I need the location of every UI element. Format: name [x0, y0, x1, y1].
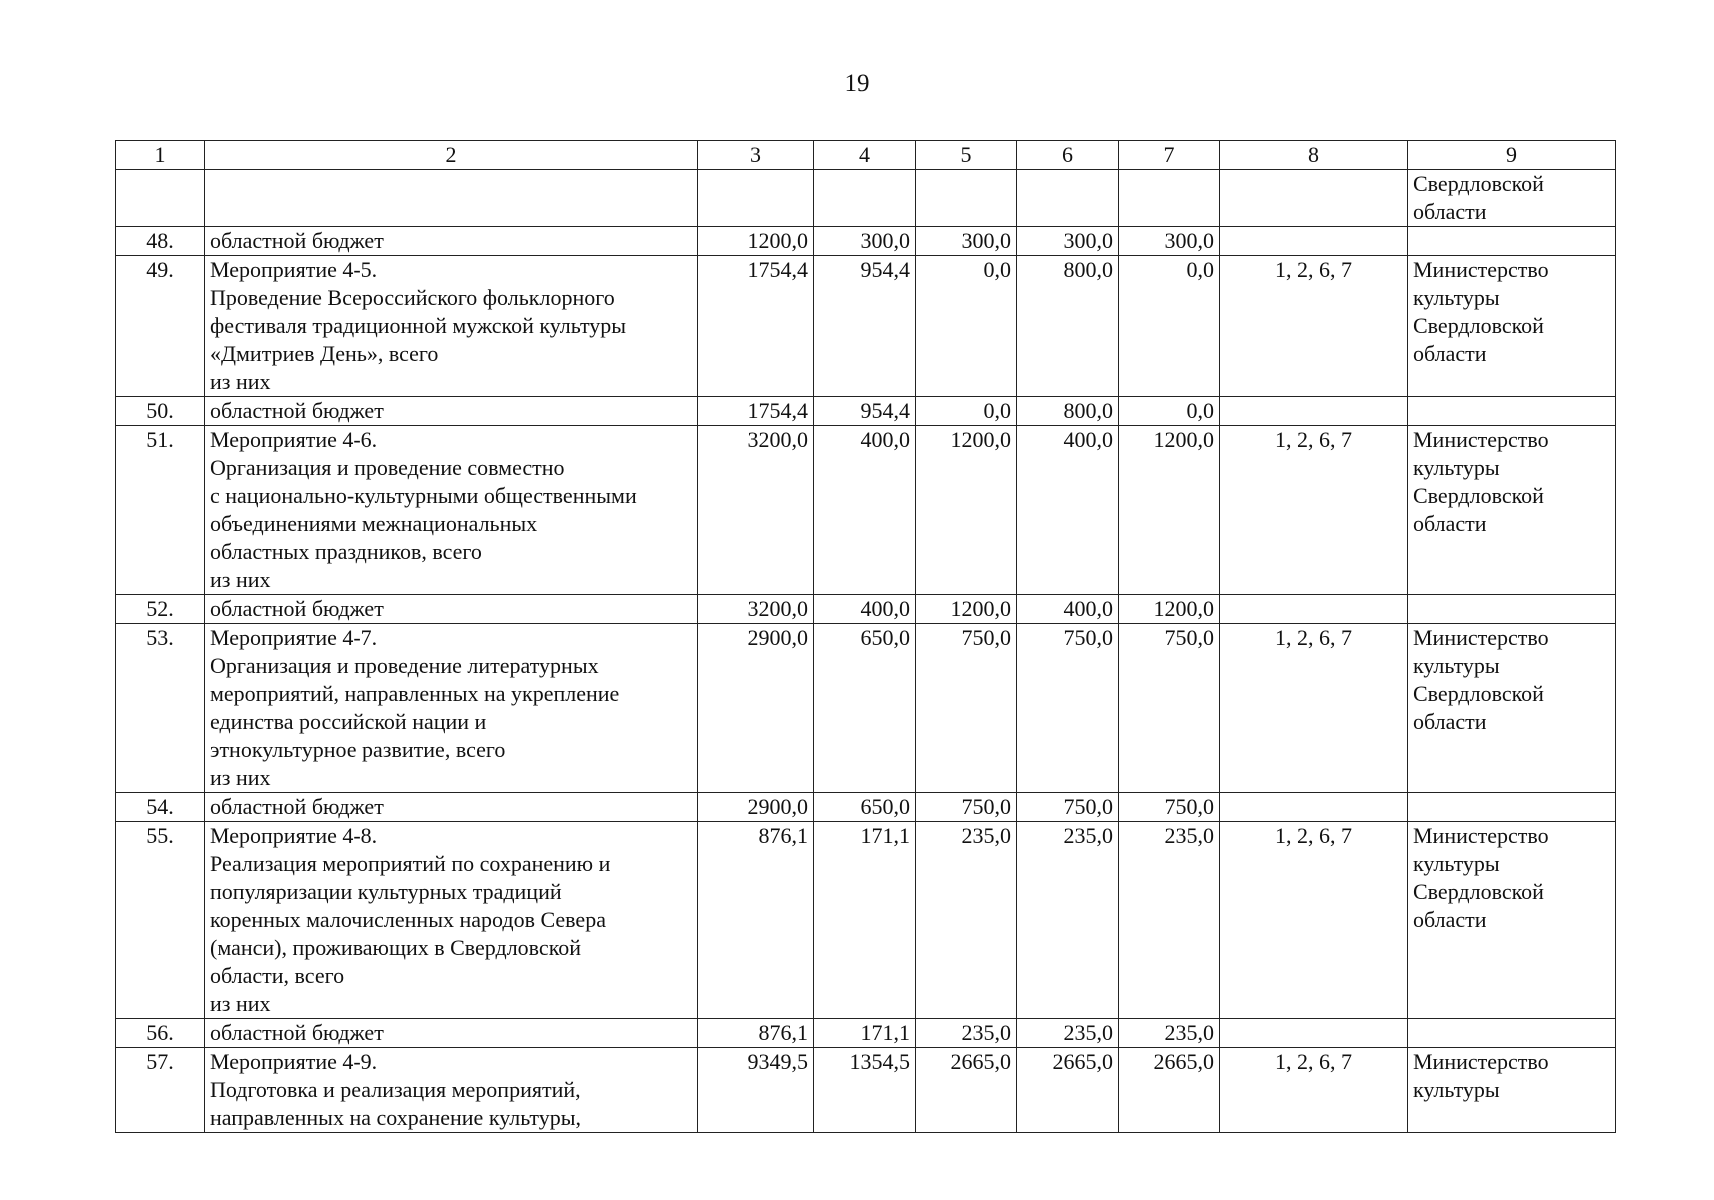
activity-description — [205, 793, 698, 822]
target-indicators — [1220, 595, 1408, 624]
funding-value: 235,0 — [1017, 1019, 1119, 1048]
row-number — [116, 170, 205, 227]
target-indicators: 1, 2, 6, 7 — [1220, 256, 1408, 397]
funding-value: 876,1 — [698, 1019, 814, 1048]
cell-line: Проведение Всероссийского фольклорного — [210, 285, 615, 310]
activity-description — [205, 397, 698, 426]
table-row — [116, 793, 1616, 822]
funding-value: 876,1 — [698, 822, 814, 1019]
table-row — [116, 624, 1616, 793]
cell-line: Мероприятие 4-5. — [210, 257, 378, 282]
funding-value: 235,0 — [916, 822, 1017, 1019]
page-number: 19 — [844, 70, 870, 97]
column-number: 3 — [698, 141, 814, 170]
row-number: 55. — [116, 822, 205, 1019]
row-number: 50. — [116, 397, 205, 426]
funding-value: 1200,0 — [1119, 426, 1220, 595]
cell-line: Министерство — [1413, 427, 1549, 452]
funding-value: 1754,4 — [698, 256, 814, 397]
table-row — [116, 227, 1616, 256]
responsible-executor — [1408, 595, 1616, 624]
cell-line: коренных малочисленных народов Севера — [210, 907, 606, 932]
program-table — [115, 140, 1616, 1133]
responsible-executor — [1408, 822, 1616, 1019]
cell-line: популяризации культурных традиций — [210, 879, 562, 904]
cell-line: Мероприятие 4-6. — [210, 427, 378, 452]
funding-value: 650,0 — [814, 793, 916, 822]
cell-line: Реализация мероприятий по сохранению и — [210, 851, 611, 876]
cell-line: области, всего — [210, 963, 345, 988]
cell-line: области — [1413, 341, 1487, 366]
funding-value: 3200,0 — [698, 595, 814, 624]
funding-value: 400,0 — [1017, 595, 1119, 624]
funding-value: 0,0 — [1119, 256, 1220, 397]
target-indicators: 1, 2, 6, 7 — [1220, 624, 1408, 793]
funding-value: 171,1 — [814, 1019, 916, 1048]
activity-description — [205, 1048, 698, 1133]
activity-description — [205, 256, 698, 397]
funding-value: 1200,0 — [916, 595, 1017, 624]
cell-line: Свердловской — [1413, 879, 1544, 904]
funding-value: 3200,0 — [698, 426, 814, 595]
funding-value — [814, 170, 916, 227]
funding-value: 1754,4 — [698, 397, 814, 426]
table-row — [116, 170, 1616, 227]
responsible-executor — [1408, 227, 1616, 256]
funding-value: 0,0 — [916, 256, 1017, 397]
cell-line: областной бюджет — [210, 228, 384, 253]
row-number: 54. — [116, 793, 205, 822]
cell-line: областной бюджет — [210, 794, 384, 819]
responsible-executor — [1408, 426, 1616, 595]
column-number: 1 — [116, 141, 205, 170]
cell-line: культуры — [1413, 653, 1500, 678]
funding-value — [698, 170, 814, 227]
target-indicators: 1, 2, 6, 7 — [1220, 1048, 1408, 1133]
funding-value: 235,0 — [1119, 1019, 1220, 1048]
funding-value: 9349,5 — [698, 1048, 814, 1133]
funding-value: 300,0 — [916, 227, 1017, 256]
activity-description — [205, 227, 698, 256]
table-row — [116, 822, 1616, 1019]
column-number: 5 — [916, 141, 1017, 170]
cell-line: Министерство — [1413, 823, 1549, 848]
cell-line: Мероприятие 4-9. — [210, 1049, 378, 1074]
cell-line: Свердловской — [1413, 483, 1544, 508]
funding-value — [1017, 170, 1119, 227]
column-number: 4 — [814, 141, 916, 170]
table-row — [116, 1048, 1616, 1133]
funding-value: 954,4 — [814, 256, 916, 397]
cell-line: областной бюджет — [210, 596, 384, 621]
funding-value: 1200,0 — [916, 426, 1017, 595]
target-indicators — [1220, 397, 1408, 426]
funding-value — [1119, 170, 1220, 227]
row-number: 53. — [116, 624, 205, 793]
funding-value: 800,0 — [1017, 256, 1119, 397]
activity-description — [205, 170, 698, 227]
funding-value: 300,0 — [1017, 227, 1119, 256]
cell-line: с национально-культурными общественными — [210, 483, 637, 508]
cell-line: этнокультурное развитие, всего — [210, 737, 506, 762]
funding-value: 800,0 — [1017, 397, 1119, 426]
row-number: 57. — [116, 1048, 205, 1133]
cell-line: Подготовка и реализация мероприятий, — [210, 1077, 581, 1102]
funding-value: 235,0 — [1119, 822, 1220, 1019]
target-indicators — [1220, 227, 1408, 256]
target-indicators: 1, 2, 6, 7 — [1220, 822, 1408, 1019]
funding-value: 1354,5 — [814, 1048, 916, 1133]
cell-line: (манси), проживающих в Свердловской — [210, 935, 582, 960]
funding-value: 750,0 — [1017, 624, 1119, 793]
funding-value: 300,0 — [1119, 227, 1220, 256]
funding-value: 400,0 — [814, 426, 916, 595]
row-number: 48. — [116, 227, 205, 256]
table-row — [116, 397, 1616, 426]
cell-line: из них — [210, 991, 271, 1016]
funding-value: 400,0 — [1017, 426, 1119, 595]
cell-line: фестиваля традиционной мужской культуры — [210, 313, 627, 338]
column-number: 7 — [1119, 141, 1220, 170]
cell-line: Министерство — [1413, 625, 1549, 650]
target-indicators — [1220, 1019, 1408, 1048]
cell-line: культуры — [1413, 285, 1500, 310]
table-row — [116, 595, 1616, 624]
funding-value: 400,0 — [814, 595, 916, 624]
cell-line: областных праздников, всего — [210, 539, 482, 564]
cell-line: Организация и проведение совместно — [210, 455, 565, 480]
funding-value: 750,0 — [916, 624, 1017, 793]
funding-value: 954,4 — [814, 397, 916, 426]
responsible-executor — [1408, 1048, 1616, 1133]
activity-description — [205, 624, 698, 793]
cell-line: «Дмитриев День», всего — [210, 341, 439, 366]
funding-value — [916, 170, 1017, 227]
column-number: 8 — [1220, 141, 1408, 170]
target-indicators — [1220, 170, 1408, 227]
target-indicators: 1, 2, 6, 7 — [1220, 426, 1408, 595]
row-number: 51. — [116, 426, 205, 595]
target-indicators — [1220, 793, 1408, 822]
funding-value: 2900,0 — [698, 624, 814, 793]
funding-value: 2665,0 — [916, 1048, 1017, 1133]
cell-line: области — [1413, 199, 1487, 224]
funding-value: 1200,0 — [1119, 595, 1220, 624]
cell-line: Мероприятие 4-7. — [210, 625, 378, 650]
funding-value: 750,0 — [1119, 624, 1220, 793]
column-number: 2 — [205, 141, 698, 170]
row-number: 52. — [116, 595, 205, 624]
cell-line: мероприятий, направленных на укрепление — [210, 681, 620, 706]
responsible-executor — [1408, 624, 1616, 793]
cell-line: Мероприятие 4-8. — [210, 823, 378, 848]
funding-value: 750,0 — [1119, 793, 1220, 822]
cell-line: Свердловской — [1413, 171, 1544, 196]
cell-line: Министерство — [1413, 1049, 1549, 1074]
funding-value: 235,0 — [1017, 822, 1119, 1019]
cell-line: направленных на сохранение культуры, — [210, 1105, 582, 1130]
table-row — [116, 426, 1616, 595]
cell-line: областной бюджет — [210, 398, 384, 423]
responsible-executor — [1408, 793, 1616, 822]
funding-value: 0,0 — [1119, 397, 1220, 426]
cell-line: области — [1413, 709, 1487, 734]
cell-line: Министерство — [1413, 257, 1549, 282]
cell-line: культуры — [1413, 455, 1500, 480]
cell-line: Организация и проведение литературных — [210, 653, 599, 678]
funding-value: 2665,0 — [1119, 1048, 1220, 1133]
responsible-executor — [1408, 397, 1616, 426]
funding-value: 235,0 — [916, 1019, 1017, 1048]
column-number: 9 — [1408, 141, 1616, 170]
cell-line: культуры — [1413, 1077, 1500, 1102]
funding-value: 0,0 — [916, 397, 1017, 426]
cell-line: культуры — [1413, 851, 1500, 876]
funding-value: 1200,0 — [698, 227, 814, 256]
activity-description — [205, 1019, 698, 1048]
table-row — [116, 1019, 1616, 1048]
cell-line: области — [1413, 907, 1487, 932]
cell-line: объединениями межнациональных — [210, 511, 538, 536]
activity-description — [205, 595, 698, 624]
funding-value: 300,0 — [814, 227, 916, 256]
funding-value: 750,0 — [1017, 793, 1119, 822]
row-number: 56. — [116, 1019, 205, 1048]
funding-value: 750,0 — [916, 793, 1017, 822]
cell-line: Свердловской — [1413, 313, 1544, 338]
cell-line: из них — [210, 567, 271, 592]
cell-line: единства российской нации и — [210, 709, 487, 734]
cell-line: Свердловской — [1413, 681, 1544, 706]
cell-line: областной бюджет — [210, 1020, 384, 1045]
responsible-executor — [1408, 1019, 1616, 1048]
column-number-row — [116, 141, 1616, 170]
cell-line: области — [1413, 511, 1487, 536]
funding-value: 171,1 — [814, 822, 916, 1019]
activity-description — [205, 426, 698, 595]
funding-value: 2665,0 — [1017, 1048, 1119, 1133]
funding-value: 650,0 — [814, 624, 916, 793]
cell-line: из них — [210, 369, 271, 394]
responsible-executor — [1408, 256, 1616, 397]
activity-description — [205, 822, 698, 1019]
table-row — [116, 256, 1616, 397]
cell-line: из них — [210, 765, 271, 790]
funding-value: 2900,0 — [698, 793, 814, 822]
column-number: 6 — [1017, 141, 1119, 170]
responsible-executor — [1408, 170, 1616, 227]
row-number: 49. — [116, 256, 205, 397]
